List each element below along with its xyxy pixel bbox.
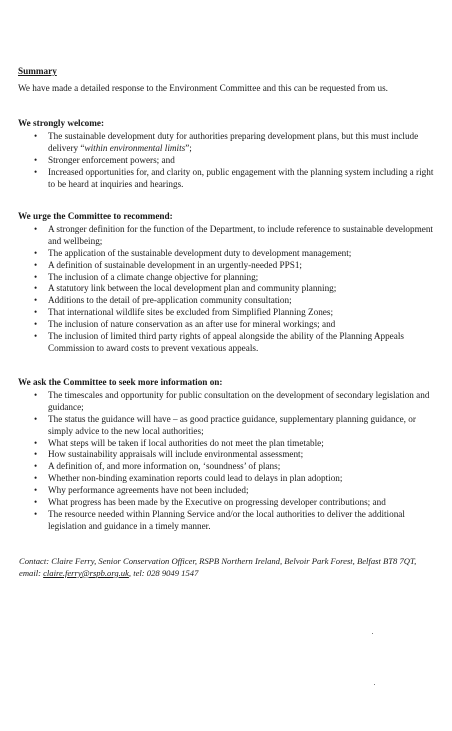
list-item: • Stronger enforcement powers; and [18, 155, 436, 167]
list-item: • The resource needed within Planning Service and/or the local authorities to deliver the additional legislation and guidance in a timely manner. [18, 509, 436, 533]
list-item: • The sustainable development duty for authorities preparing development plans, but this must include delivery “within environmental limits”; [18, 131, 436, 155]
recommend-section [18, 211, 436, 355]
list-item: • A definition of, and more information on, ‘soundness’ of plans; [18, 461, 436, 473]
list-item: • Whether non-binding examination reports could lead to delays in plan adoption; [18, 473, 436, 485]
list-item: • The inclusion of limited third party rights of appeal alongside the ability of the Planning Appeals Commission to award costs to prevent vexatious appeals. [18, 331, 436, 355]
contact-tel: , tel: 028 9049 1547 [128, 567, 199, 578]
list-item: • A statutory link between the local development plan and community planning; [18, 283, 436, 295]
list-item: • What progress has been made by the Executive on progressing developer contributions; and [18, 497, 436, 509]
scan-speck [372, 633, 373, 634]
email-link[interactable]: claire.ferry@rspb.org.uk [43, 567, 129, 578]
welcome-section [18, 118, 436, 190]
list-item: • Why performance agreements have not been included; [18, 485, 436, 497]
list-item: • The application of the sustainable development duty to development management; [18, 248, 436, 260]
list-item: • The inclusion of a climate change objective for planning; [18, 272, 436, 284]
emphasis-text: within environmental limits [84, 142, 186, 153]
list-item: • A definition of sustainable development in an urgently-needed PPS1; [18, 260, 436, 272]
summary-heading: Summary [18, 66, 57, 76]
more-info-heading: We ask the Committee to seek more information on: [18, 377, 223, 387]
list-item: • The timescales and opportunity for public consultation on the development of secondary legislation and guidance; [18, 390, 436, 414]
list-item: • How sustainability appraisals will include environmental assessment; [18, 449, 436, 461]
list-item: • The inclusion of nature conservation as an after use for mineral workings; and [18, 319, 436, 331]
list-item: • The status the guidance will have – as good practice guidance, supplementary planning guidance, or simply advice to the new local authorities; [18, 414, 436, 438]
summary-text: We have made a detailed response to the Environment Committee and this can be requested from us. [18, 82, 388, 93]
contact-line: Contact: Claire Ferry, Senior Conservation Officer, RSPB Northern Ireland, Belvoir Park Forest, Belfast BT8 7QT, [19, 556, 417, 566]
contact-email-line: email: claire.ferry@rspb.org.uk, tel: 028 9049 1547 [19, 567, 199, 578]
recommend-heading: We urge the Committee to recommend: [18, 211, 173, 221]
more-info-list [18, 390, 436, 533]
list-item: • Additions to the detail of pre-application community consultation; [18, 295, 436, 307]
scan-speck [374, 684, 375, 685]
recommend-list [18, 224, 436, 355]
list-item: • What steps will be taken if local authorities do not meet the plan timetable; [18, 438, 436, 450]
summary-section [18, 66, 436, 95]
list-item: • Increased opportunities for, and clarity on, public engagement with the planning system including a right to be heard at inquiries and hearings. [18, 167, 436, 191]
welcome-heading: We strongly welcome: [18, 118, 105, 128]
list-item: • A stronger definition for the function of the Department, to include reference to sustainable development and wellbeing; [18, 224, 436, 248]
contact-info [19, 556, 443, 579]
more-info-section [18, 377, 436, 533]
list-item: • That international wildlife sites be excluded from Simplified Planning Zones; [18, 307, 436, 319]
welcome-list [18, 131, 436, 191]
